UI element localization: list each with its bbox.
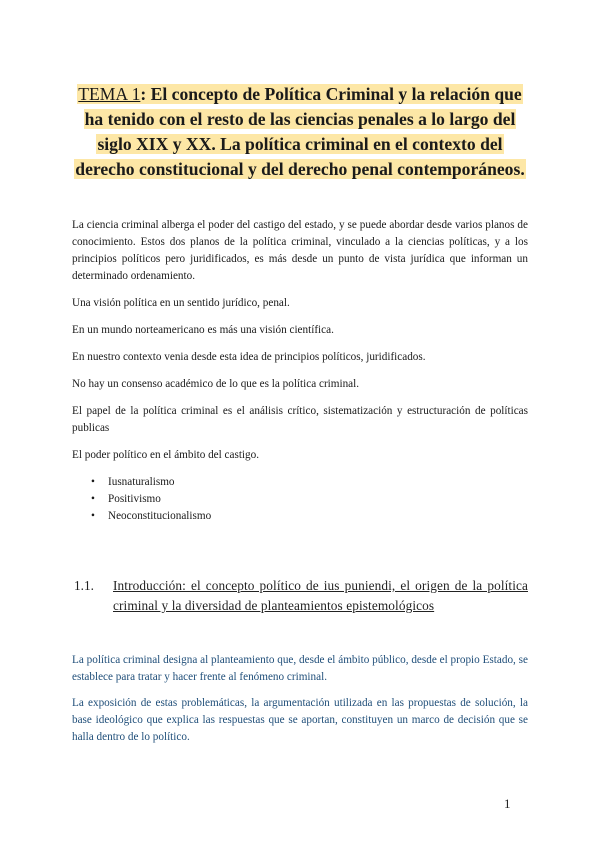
paragraph: En un mundo norteamericano es más una visión científica. [72,324,334,336]
page-number: 1 [504,796,511,811]
section-number: 1.1. [74,578,94,593]
paragraph: Una visión política en un sentido jurídico, penal. [72,297,290,309]
section-heading-text: Introducción: el concepto político de ius puniendi, el origen de la política criminal y la diversidad de planteamientos epistemológicos [113,578,528,613]
body-text [72,217,528,525]
paragraph: No hay un consenso académico de lo que es la política criminal. [72,378,360,390]
title-label: TEMA 1 [78,84,141,104]
title-highlight [74,84,525,179]
paragraph: La exposición de estas problemáticas, la argumentación utilizada en las propuestas de solución, la base ideológico que explica las respuestas que se aportan, constituyen un marco de decisión que se halla dentro de lo político. [72,697,528,743]
blue-paragraph [72,652,528,686]
bullet-icon: • [91,476,95,488]
list-item-text: Neoconstitucionalismo [108,510,212,522]
blue-paragraph [72,695,528,746]
paragraph: La política criminal designa al planteamiento que, desde el ámbito público, desde el propio Estado, se establece para tratar y hacer frente al fenómeno criminal. [72,654,528,683]
bullet-icon: • [91,493,95,505]
list-item-text: Iusnaturalismo [108,476,175,488]
document-title [70,82,530,182]
paragraph: La ciencia criminal alberga el poder del castigo del estado, y se puede abordar desde varios planos de conocimiento. Estos dos planos de la política criminal, vinculado a la ciencias políticas, y a los principios políticos pero juridificados, es más desde un punto de vista jurídica que informan un determinado ordenamiento. [72,219,528,282]
list-item-text: Positivismo [108,493,161,505]
list-item [91,508,528,525]
paragraph: En nuestro contexto venia desde esta idea de principios políticos, juridificados. [72,351,426,363]
bullet-list [72,474,528,525]
section-heading [72,576,528,616]
paragraph: El poder político en el ámbito del castigo. [72,449,260,461]
paragraph: El papel de la política criminal es el análisis crítico, sistematización y estructuración de políticas publicas [72,405,528,434]
bullet-icon: • [91,510,95,522]
title-text: : El concepto de Política Criminal y la relación que ha tenido con el resto de las ciencias penales a lo largo del siglo XIX y XX. La política criminal en el contexto del derecho constitucional y del derecho penal contemporáneos. [75,84,525,179]
list-item [91,491,528,508]
list-item [91,474,528,491]
